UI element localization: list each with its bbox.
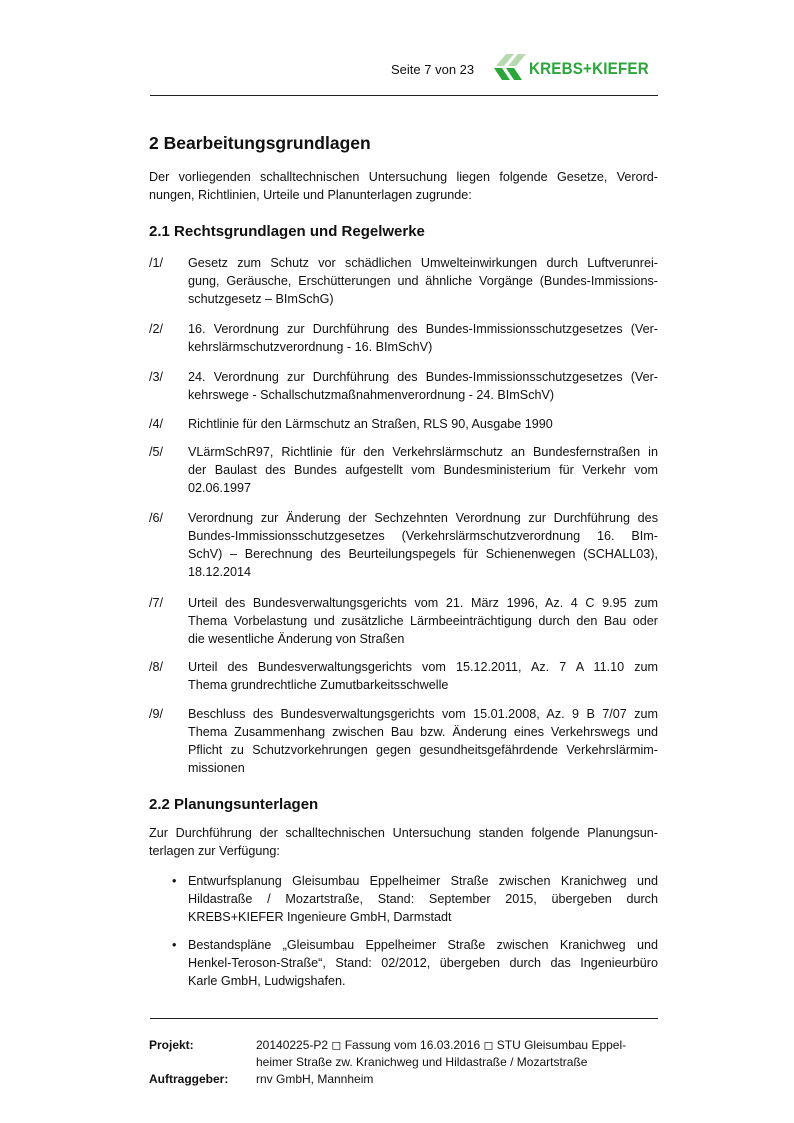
reference-number: /4/ bbox=[149, 417, 164, 431]
reference-text bbox=[188, 415, 658, 433]
text-line: Der vorliegenden schalltechnischen Untersuchung liegen folgende Gesetze, Verord- bbox=[149, 170, 658, 184]
bullet-icon: • bbox=[172, 938, 177, 952]
reference-text bbox=[188, 320, 658, 356]
subsection-title: 2.2 Planungsunterlagen bbox=[149, 796, 319, 813]
footer-project-label: Projekt: bbox=[149, 1038, 194, 1052]
reference-number: /6/ bbox=[149, 511, 164, 525]
text-line: KREBS+KIEFER Ingenieure GmbH, Darmstadt bbox=[188, 910, 452, 924]
text-line: gung, Geräusche, Erschütterungen und ähnliche Vorgänge (Bundes-Immissions- bbox=[188, 274, 658, 288]
text-line: VLärmSchR97, Richtlinie für den Verkehrslärmschutz an Bundesfernstraßen in bbox=[188, 445, 658, 459]
text-line: Gesetz zum Schutz vor schädlichen Umwelteinwirkungen durch Luftverunrei- bbox=[188, 256, 658, 270]
reference-number: /2/ bbox=[149, 322, 164, 336]
reference-text bbox=[188, 254, 658, 308]
text-line: Richtlinie für den Lärmschutz an Straßen, RLS 90, Ausgabe 1990 bbox=[188, 417, 553, 431]
reference-text bbox=[188, 705, 658, 777]
text-line: Bestandspläne „Gleisumbau Eppelheimer Straße zwischen Kranichweg und bbox=[188, 938, 658, 952]
text-line: schutzgesetz – BImSchG) bbox=[188, 292, 334, 306]
reference-text bbox=[188, 443, 658, 497]
section-intro bbox=[149, 168, 658, 204]
text-line: nungen, Richtlinien, Urteile und Planunterlagen zugrunde: bbox=[149, 188, 472, 202]
footer-client-value: rnv GmbH, Mannheim bbox=[256, 1072, 374, 1086]
text-line: missionen bbox=[188, 761, 245, 775]
reference-number: /5/ bbox=[149, 445, 164, 459]
text-line: der Baulast des Bundes aufgestellt vom Bundesministerium für Verkehr vom bbox=[188, 463, 658, 477]
text-line: 18.12.2014 bbox=[188, 565, 252, 579]
logo-chevron-icon bbox=[492, 52, 528, 84]
bullet-text bbox=[188, 872, 658, 926]
subsection-title: 2.1 Rechtsgrundlagen und Regelwerke bbox=[149, 223, 425, 240]
text-line: kehrswege - Schallschutzmaßnahmenverordnung - 24. BImSchV) bbox=[188, 388, 555, 402]
reference-text bbox=[188, 658, 658, 694]
text-line: Thema Zusammenhang zwischen Bau bzw. Änderung eines Verkehrswegs und bbox=[188, 725, 658, 739]
text-line: Hildastraße / Mozartstraße, Stand: September 2015, übergeben durch bbox=[188, 892, 658, 906]
reference-text bbox=[188, 509, 658, 581]
subsection-intro bbox=[149, 824, 658, 860]
text-line: Thema grundrechtliche Zumutbarkeitsschwelle bbox=[188, 678, 449, 692]
footer-project-value: 20140225-P2 ◻ Fassung vom 16.03.2016 ◻ STU Gleisumbau Eppel- heimer Straße zw. Kranichweg und Hildastraße / Mozartstraße bbox=[256, 1038, 627, 1069]
text-line: Thema Vorbelastung und zusätzliche Lärmbeeinträchtigung durch den Bau oder bbox=[188, 614, 658, 628]
text-line: Bundes-Immissionsschutzgesetzes (Verkehrslärmschutzverordnung 16. BIm- bbox=[188, 529, 658, 543]
text-line: Zur Durchführung der schalltechnischen Untersuchung standen folgende Planungsun- bbox=[149, 826, 658, 840]
text-line: Entwurfsplanung Gleisumbau Eppelheimer Straße zwischen Kranichweg und bbox=[188, 874, 658, 888]
section-title: 2 Bearbeitungsgrundlagen bbox=[149, 133, 371, 153]
text-line: terlagen zur Verfügung: bbox=[149, 844, 280, 858]
page-number: Seite 7 von 23 bbox=[391, 62, 475, 77]
footer-divider bbox=[150, 1018, 658, 1019]
text-line: Urteil des Bundesverwaltungsgerichts vom 15.12.2011, Az. 7 A 11.10 zum bbox=[188, 660, 658, 674]
text-line: Henkel-Teroson-Straße“, Stand: 02/2012, übergeben durch das Ingenieurbüro bbox=[188, 956, 658, 970]
text-line: Urteil des Bundesverwaltungsgerichts vom 21. März 1996, Az. 4 C 9.95 zum bbox=[188, 596, 658, 610]
bullet-icon: • bbox=[172, 874, 177, 888]
bullet-text bbox=[188, 936, 658, 990]
text-line: SchV) – Berechnung des Beurteilungspegels für Schienenwegen (SCHALL03), bbox=[188, 547, 658, 561]
text-line: Beschluss des Bundesverwaltungsgerichts vom 15.01.2008, Az. 9 B 7/07 zum bbox=[188, 707, 658, 721]
text-line: die wesentliche Änderung von Straßen bbox=[188, 632, 405, 646]
reference-number: /7/ bbox=[149, 596, 164, 610]
text-line: Karle GmbH, Ludwigshafen. bbox=[188, 974, 346, 988]
header-divider bbox=[150, 95, 658, 96]
logo-text: KREBS+KIEFER bbox=[529, 60, 649, 78]
text-line: Pflicht zu Schutzvorkehrungen gegen gesundheitsgefährdende Verkehrslärmim- bbox=[188, 743, 658, 757]
reference-number: /3/ bbox=[149, 370, 164, 384]
reference-text bbox=[188, 594, 658, 648]
footer-client-label: Auftraggeber: bbox=[149, 1072, 229, 1086]
text-line: kehrslärmschutzverordnung - 16. BImSchV) bbox=[188, 340, 433, 354]
text-line: 16. Verordnung zur Durchführung des Bundes-Immissionsschutzgesetzes (Ver- bbox=[188, 322, 658, 336]
reference-number: /1/ bbox=[149, 256, 164, 270]
reference-number: /8/ bbox=[149, 660, 164, 674]
text-line: 02.06.1997 bbox=[188, 481, 252, 495]
text-line: 24. Verordnung zur Durchführung des Bundes-Immissionsschutzgesetzes (Ver- bbox=[188, 370, 658, 384]
company-logo bbox=[492, 52, 662, 84]
text-line: Verordnung zur Änderung der Sechzehnten Verordnung zur Durchführung des bbox=[188, 511, 658, 525]
reference-text bbox=[188, 368, 658, 404]
reference-number: /9/ bbox=[149, 707, 164, 721]
